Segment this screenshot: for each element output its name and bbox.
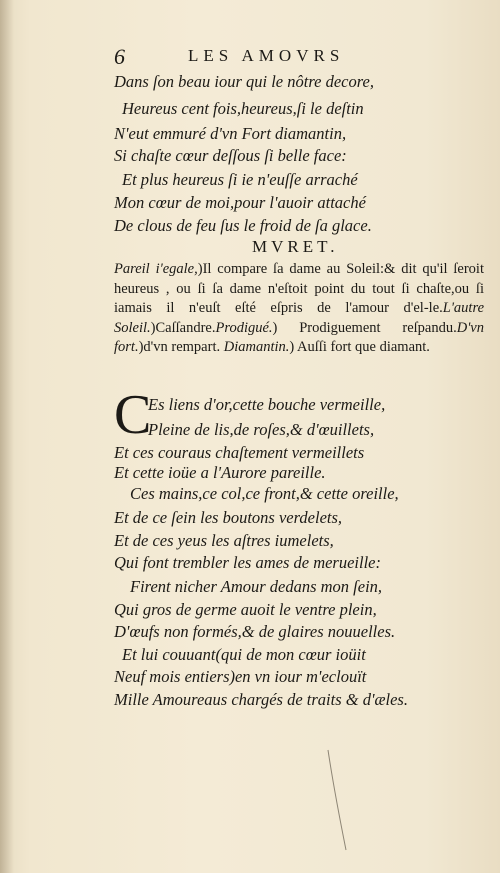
- verse-line: Neuf mois entiers)en vn iour m'eclouït: [114, 667, 367, 686]
- verse-line: Pleine de lis,de roſes,& d'œuillets,: [148, 420, 375, 439]
- commentary-segment: ) Prodiguement reſpandu.: [272, 319, 457, 336]
- verse-line: Et de ce ſein les boutons verdelets,: [114, 508, 343, 527]
- commentary-segment: )d'vn rempart.: [138, 339, 224, 355]
- verse-line: Dans ſon beau iour qui le nôtre decore,: [114, 72, 374, 91]
- verse-line: Qui gros de germe auoit le ventre plein,: [114, 600, 377, 619]
- verse-line: Et lui couuant(qui de mon cœur ioüit: [122, 645, 366, 664]
- verse-line: D'œufs non formés,& de glaires nouuelles.: [114, 622, 396, 641]
- verse-line: Heureus cent fois,heureus,ſi le deſtin: [122, 99, 364, 118]
- verse-line: N'eut emmuré d'vn Fort diamantin,: [114, 124, 347, 143]
- verse-line: Et ces couraus chaſtement vermeillets: [114, 443, 365, 462]
- drop-cap: C: [114, 384, 152, 446]
- verse-line: De clous de feu ſus le froid de ſa glace.: [114, 216, 372, 235]
- commentary-segment: D'vn fort.: [114, 319, 484, 355]
- verse-line: Et de ces yeus les aſtres iumelets,: [114, 531, 334, 550]
- commentary-segment: Prodigué.: [215, 319, 273, 336]
- commentary-segment: Pareil i'egale,: [114, 261, 198, 277]
- commentary-segment: Diamantin.: [223, 339, 290, 355]
- verse-line: Firent nicher Amour dedans mon ſein,: [130, 577, 383, 596]
- page-number: 6: [114, 44, 125, 69]
- commentary-segment: ) Auſſi fort que diamant.: [289, 339, 430, 355]
- commentary-segment: )Caſſandre.: [150, 319, 216, 336]
- verse-line: Qui font trembler les ames de merueille:: [114, 553, 381, 572]
- verse-line: Mon cœur de moi,pour l'auoir attaché: [114, 193, 366, 212]
- commentary-segment: L'autre Soleil.: [114, 300, 484, 336]
- verse-line: Et cette ioüe a l'Aurore pareille.: [114, 463, 326, 482]
- commentary-segment: )Il compare ſa dame au Soleil:& dit qu'il ſeroit heureus , ou ſi ſa dame n'eſtoit point du tout ſi chaſte,ou ſi iamais il n'euſt eſté eſpris de l'amour d'el-le.: [114, 261, 484, 316]
- verse-line: Si chaſte cœur deſſous ſi belle face:: [114, 146, 347, 165]
- verse-line: Es liens d'or,cette bouche vermeille,: [148, 395, 386, 414]
- verse-line: Et plus heureus ſi ie n'euſſe arraché: [122, 170, 358, 189]
- commentary-heading: MVRET.: [252, 237, 339, 256]
- verse-line: Ces mains,ce col,ce front,& cette oreille,: [130, 484, 399, 503]
- running-title: LES AMOVRS: [188, 46, 345, 65]
- verse-line: Mille Amoureaus chargés de traits & d'æles.: [114, 690, 408, 709]
